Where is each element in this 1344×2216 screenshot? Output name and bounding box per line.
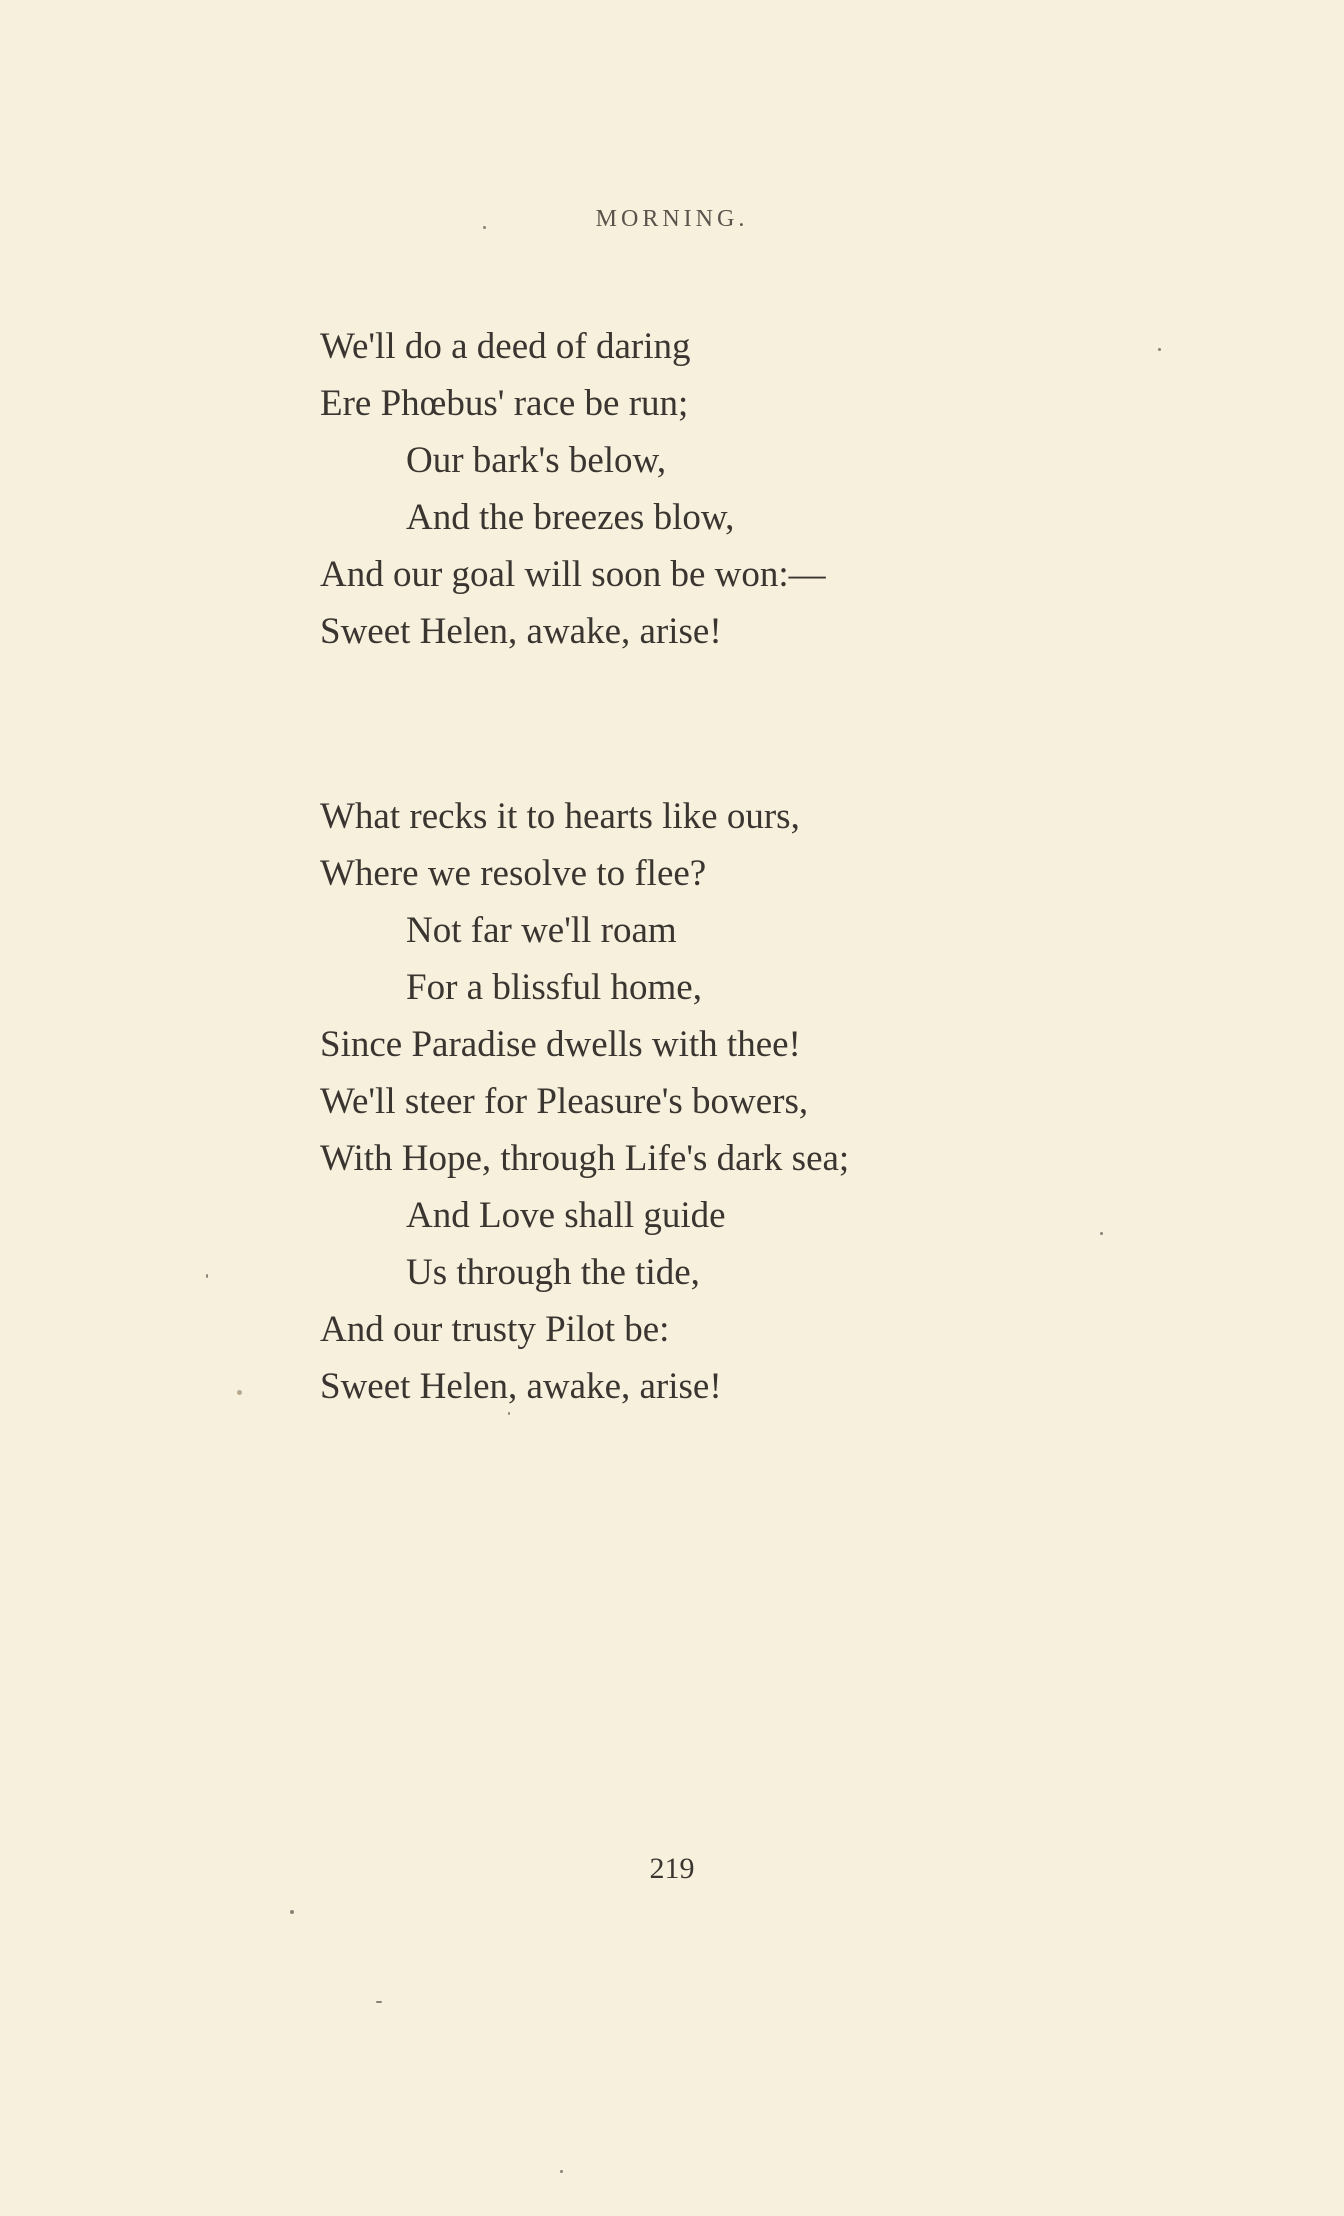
poem-line: What recks it to hearts like ours,: [320, 796, 800, 837]
poem-line: Ere Phœbus' race be run;: [320, 383, 689, 424]
paper-speck: [560, 2170, 563, 2173]
poem-line: Where we resolve to flee?: [320, 853, 707, 894]
paper-speck: [376, 2001, 382, 2003]
poem-line: Sweet Helen, awake, arise!: [320, 1366, 722, 1407]
paper-speck: [483, 226, 486, 229]
paper-speck: [1158, 348, 1161, 351]
paper-speck: [237, 1390, 242, 1395]
page-number: 219: [649, 1852, 695, 1885]
paper-speck: [290, 1910, 294, 1914]
poem-line: And our trusty Pilot be:: [320, 1309, 670, 1350]
poem-line: Since Paradise dwells with thee!: [320, 1024, 801, 1065]
running-head: MORNING.: [595, 206, 749, 232]
poem-line: We'll do a deed of daring: [320, 326, 691, 367]
paper-speck: [508, 1412, 510, 1415]
stanza-2: [320, 788, 849, 1415]
paper-speck: [1100, 1232, 1103, 1235]
stanza-1: [320, 318, 826, 660]
poem-line: And Love shall guide: [406, 1195, 726, 1236]
poem-line: And our goal will soon be won:—: [320, 554, 826, 595]
poem-line: Us through the tide,: [406, 1252, 700, 1293]
poem-line: Sweet Helen, awake, arise!: [320, 611, 722, 652]
paper-speck: [206, 1274, 208, 1278]
poem-line: Our bark's below,: [406, 440, 667, 481]
poem-line: Not far we'll roam: [406, 910, 677, 951]
poem-line: And the breezes blow,: [406, 497, 735, 538]
poem-line: We'll steer for Pleasure's bowers,: [320, 1081, 809, 1122]
poem-line: For a blissful home,: [406, 967, 702, 1008]
poem-line: With Hope, through Life's dark sea;: [320, 1138, 850, 1179]
